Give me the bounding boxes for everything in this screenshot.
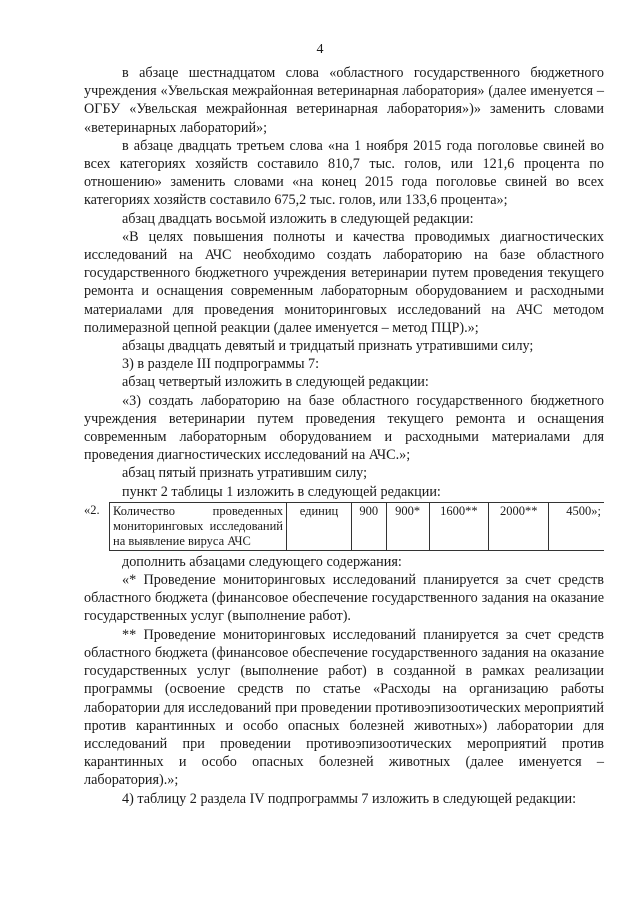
value-cell-5: 4500»; (549, 502, 604, 550)
paragraph: пункт 2 таблицы 1 изложить в следующей редакции: (122, 483, 441, 500)
paragraph: «3) создать лабораторию на базе областного государственного бюджетного учреждения ветеринарии путем проведения текущего ремонта и оснащения современным лабораторным оборудованием и расходными материалами для проведения диагностических исследований на АЧС.»; (84, 392, 604, 464)
page-number: 4 (316, 42, 324, 57)
paragraph: дополнить абзацами следующего содержания: (122, 553, 402, 570)
paragraph: абзац двадцать восьмой изложить в следующей редакции: (122, 210, 474, 227)
footnote-single-star: «* Проведение мониторинговых исследований планируется за счет средств областного бюджета (финансовое обеспечение государственного задания на оказание государственных услуг (выполнение работ). (84, 572, 604, 625)
unit-cell: единиц (287, 502, 352, 550)
document-body (84, 64, 604, 808)
value-cell-1: 900 (352, 502, 387, 550)
paragraph: абзацы двадцать девятый и тридцатый признать утратившими силу; (122, 338, 534, 355)
paragraph: «В целях повышения полноты и качества проводимых диагностических исследований на АЧС необходимо создать лабораторию на базе областного государственного бюджетного учреждения ветеринарии путем проведения текущего ремонта и оснащения современным лабораторным оборудованием и расходными материалами для проведения мониторинговых исследований на АЧС методом полимеразной цепной реакции (далее именуется – метод ПЦР).»; (84, 228, 604, 336)
paragraph: 4) таблицу 2 раздела IV подпрограммы 7 изложить в следующей редакции: (122, 790, 577, 807)
row-prefix: «2. (84, 503, 100, 518)
value-cell-3: 1600** (429, 502, 489, 550)
indicator-name-cell: Количество проведенных мониторинговых исследований на выявление вируса АЧС (110, 502, 287, 550)
paragraph: в абзаце двадцать третьем слова «на 1 ноября 2015 года поголовье свиней во всех категориях хозяйств составило 810,7 тыс. голов, или 121,6 процента по отношению» заменить словами «на конец 2015 года поголовье свиней во всех категориях хозяйств составило 675,2 тыс. голов, или 133,6 процента»; (84, 137, 604, 209)
paragraph: абзац четвертый изложить в следующей редакции: (122, 374, 429, 391)
value-cell-4: 2000** (489, 502, 549, 550)
table-1-row-2 (84, 502, 604, 551)
footnote-double-star: ** Проведение мониторинговых исследований планируется за счет средств областного бюджета (финансовое обеспечение государственного задания на оказание государственных услуг (выполнение работ) в созданной в рамках реализации программы (освоение средств по статье «Расходы на организацию работы лаборатории для исследований при проведении противоэпизоотических мероприятий против карантинных и особо опасных болезней животных») лаборатории для исследований при проведении противоэпизоотических мероприятий против карантинных и особо опасных болезней животных (далее именуется – лаборатория).»; (84, 626, 604, 789)
table-row (84, 502, 604, 550)
paragraph: в абзаце шестнадцатом слова «областного государственного бюджетного учреждения «Увельская межрайонная ветеринарная лаборатория» (далее именуется – ОГБУ «Увельская межрайонная ветеринарная лаборатория»)» заменить словами «ветеринарных лабораторий»; (84, 65, 604, 136)
paragraph: 3) в разделе III подпрограммы 7: (122, 356, 320, 373)
value-cell-2: 900* (386, 502, 429, 550)
paragraph: абзац пятый признать утратившим силу; (122, 465, 368, 482)
